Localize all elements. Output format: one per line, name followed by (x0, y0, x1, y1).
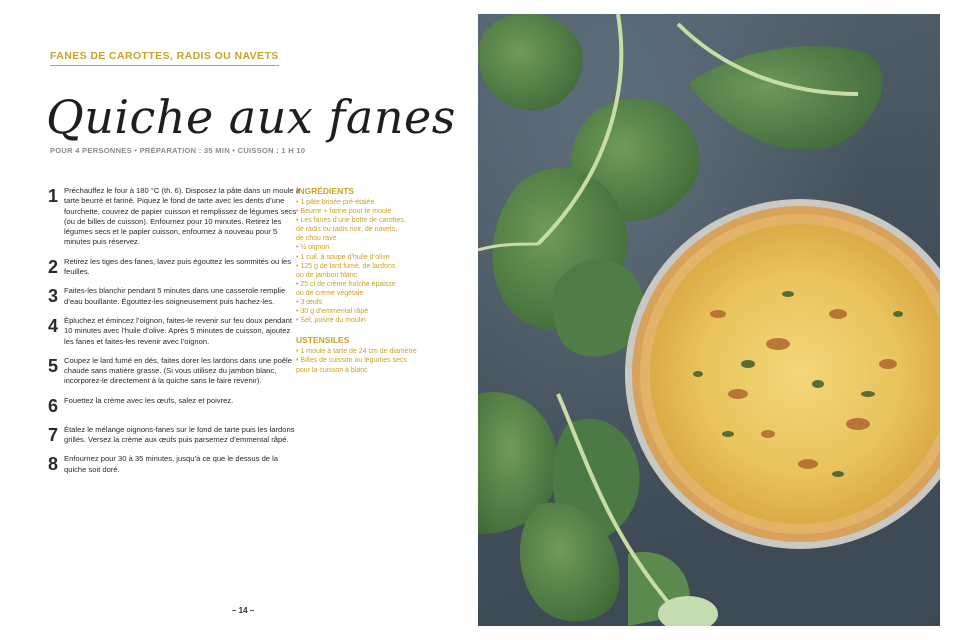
step-item (48, 454, 338, 475)
step-number: 7 (48, 424, 59, 445)
step-text: Étalez le mélange oignons-fanes sur le fond de tarte puis les lardons grillés. Versez la crème aux œufs puis parsemez d’emmental râpé. (64, 424, 295, 445)
utensil-item: pour la cuisson à blanc (296, 366, 368, 374)
category-label: FANES DE CAROTTES, RADIS OU NAVETS (50, 50, 279, 66)
ingredients-list (296, 198, 436, 325)
step-text: Enfournez pour 30 à 35 minutes, jusqu’à ce que le dessus de la quiche soit doré. (64, 454, 279, 474)
left-page (0, 0, 478, 640)
step-item (48, 286, 338, 307)
step-text: Fouettez la crème avec les œufs, salez et poivrez. (64, 395, 234, 405)
step-number: 3 (48, 286, 59, 307)
step-item (48, 316, 338, 347)
recipe-title: Quiche aux fanes (46, 90, 456, 144)
step-item (48, 396, 338, 416)
ingredient-item: ou de crème végétale (296, 289, 364, 297)
ingredient-item: • 3 œufs (296, 299, 323, 307)
step-number: 8 (48, 454, 59, 475)
ingredient-item: • 1 pâte brisée pré-étalée (296, 199, 375, 206)
utensil-item: • 1 moule à tarte de 24 cm de diamètre (296, 348, 417, 356)
step-text: Faites-les blanchir pendant 5 minutes dans une casserole remplie d’eau bouillante. Égouttez-les soigneusement puis hachez-les. (64, 286, 286, 306)
step-text: Préchauffez le four à 180 °C (th. 6). Disposez la pâte dans un moule à tarte beurré et fariné. Piquez le fond de tarte avec les dents d’une fourchette, couvrez de papier cuisson et remplissez de légumes secs (ou de billes de cuisson). Enfournez pour 10 minutes. Retirez les légumes secs et le papier cuisson, enfournez à nouveau pour 5 minutes puis réservez. (64, 186, 300, 247)
utensil-item: • Billes de cuisson ou légumes secs (296, 357, 408, 365)
steps-list (48, 186, 338, 484)
ingredient-item: • ½ oignon (296, 244, 330, 252)
ingredient-item: • 1 cuil. à soupe d’huile d’olive (296, 253, 390, 261)
ingredient-item: • Les fanes d’une botte de carottes, (296, 217, 406, 225)
ingredient-item: • Sel, poivre du moulin (296, 317, 366, 325)
step-number: 6 (48, 395, 59, 416)
utensils-heading: USTENSILES (296, 335, 350, 346)
ingredient-item: de radis ou radis noir, de navets, (296, 226, 398, 234)
ingredients-sidebar (296, 186, 436, 385)
step-number: 2 (48, 256, 59, 277)
ingredient-item: • 125 g de lard fumé, de lardons (296, 262, 396, 270)
utensils-list (296, 347, 436, 374)
step-text: Retirez les tiges des fanes, lavez puis égouttez les sommités ou les feuilles. (64, 256, 292, 277)
ingredients-heading: INGRÉDIENTS (296, 186, 355, 196)
photo-illustration (478, 14, 940, 626)
step-item (48, 425, 338, 446)
step-item (48, 186, 338, 248)
ingredient-item: • 25 cl de crème fraîche épaisse (296, 280, 396, 288)
step-item (48, 257, 338, 278)
step-number: 1 (48, 186, 59, 206)
ingredient-item: • 30 g d’emmental râpé (296, 308, 369, 316)
recipe-meta: POUR 4 PERSONNES • PRÉPARATION : 35 MIN • CUISSON : 1 H 10 (50, 146, 306, 155)
quiche-tart (625, 199, 940, 549)
ingredient-item: de chou rave (296, 235, 337, 243)
page-number: – 14 – (232, 606, 255, 615)
step-text: Épluchez et émincez l’oignon, faites-le revenir sur feu doux pendant 10 minutes avec l’huile d’olive. Après 5 minutes de cuisson, ajoutez les fanes et faites-les revenir avec l’oignon. (64, 315, 292, 346)
step-number: 5 (48, 355, 59, 376)
ingredient-item: • Beurre + farine pour le moule (296, 208, 392, 216)
step-item (48, 356, 338, 387)
step-number: 4 (48, 315, 59, 336)
step-text: Coupez le lard fumé en dés, faites dorer les lardons dans une poêle chaude sans matière grasse. (Si vous utilisez du jambon blanc, incorporez-le directement à la quiche sans le faire revenir). (64, 355, 292, 386)
quiche-photo (478, 14, 940, 626)
ingredient-item: ou de jambon blanc (296, 271, 358, 279)
